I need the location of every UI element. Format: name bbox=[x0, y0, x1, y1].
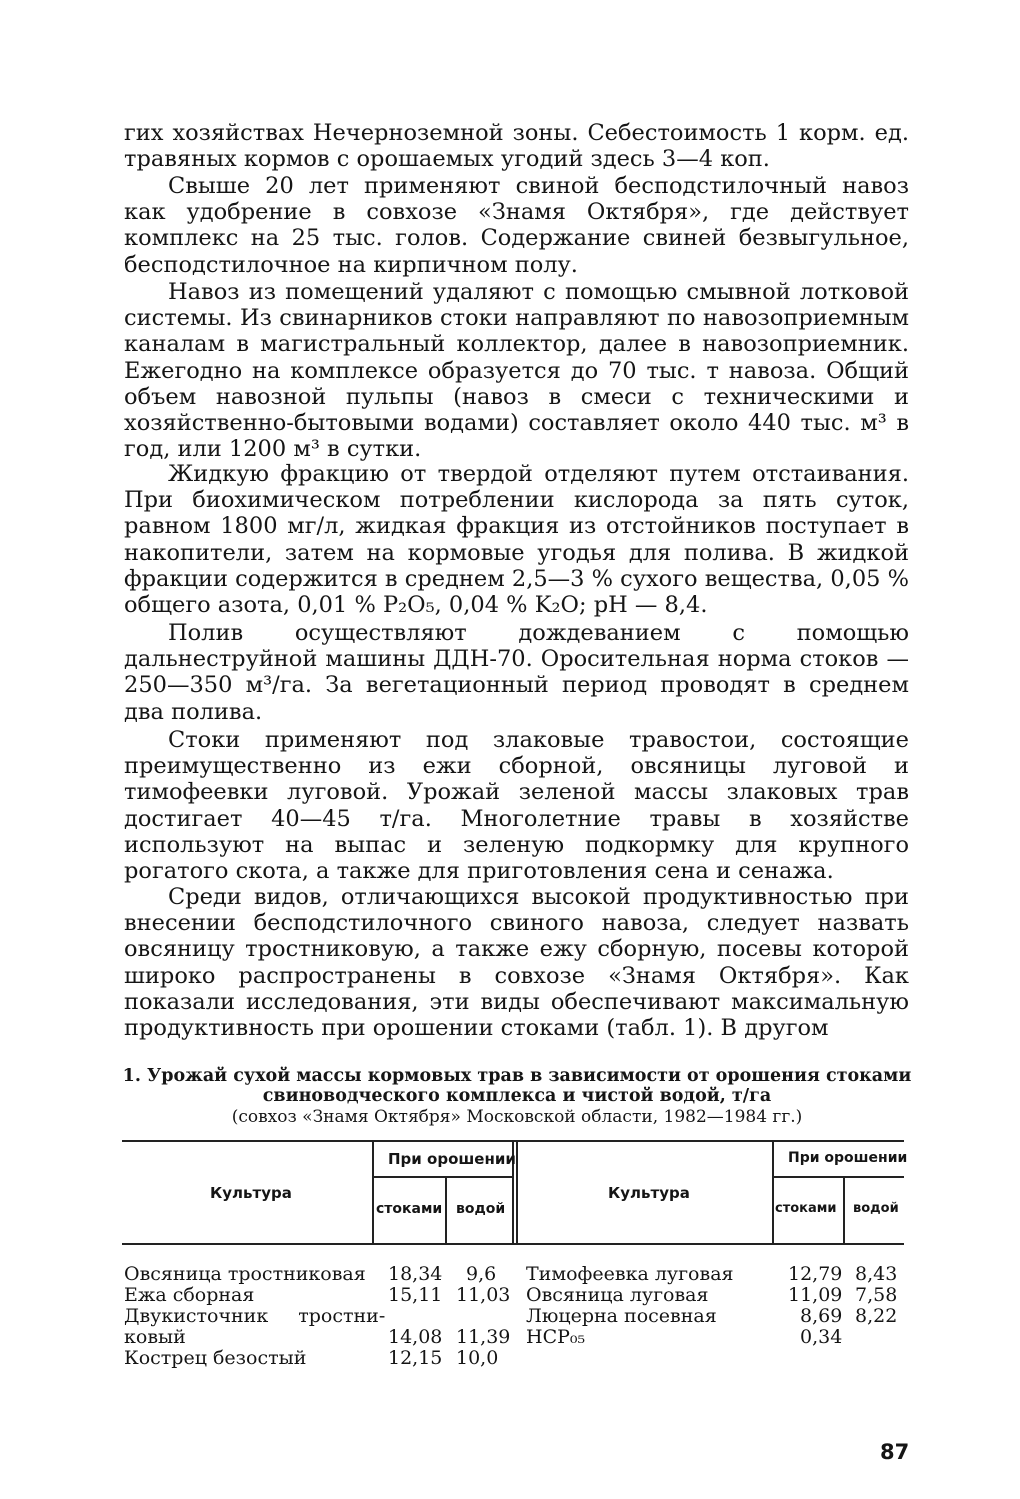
table-subheader-rule bbox=[772, 1176, 904, 1178]
table-cell: 14,08 bbox=[388, 1326, 443, 1348]
table-row-right-name: НСР₀₅ bbox=[526, 1326, 586, 1348]
table-cell: 11,09 bbox=[788, 1284, 843, 1306]
header-stocks-left: стоками bbox=[376, 1201, 443, 1217]
table-subheader-rule bbox=[372, 1176, 514, 1178]
table-cell: 12,79 bbox=[788, 1263, 843, 1285]
header-water-left: водой bbox=[456, 1201, 506, 1217]
header-group-left: При орошении bbox=[388, 1150, 516, 1168]
table-cell: 11,39 bbox=[456, 1326, 511, 1348]
table-cell: 11,03 bbox=[456, 1284, 511, 1306]
table-vrule bbox=[516, 1142, 518, 1243]
header-culture-right: Культура bbox=[608, 1184, 690, 1202]
table-cell: 18,34 bbox=[388, 1263, 443, 1285]
table-cell: 7,58 bbox=[855, 1284, 898, 1306]
paragraph-3: Навоз из помещений удаляют с помощью смывной лотковой системы. Из свинарников стоки направляют по навозоприемным каналам в магистральный коллектор, далее в навозоприемник. Ежегодно на комплексе образуется до 70 тыс. т навоза. Общий объем навозной пульпы (навоз в смеси с техническими и хозяйственно-бытовыми водами) составляет около 440 тыс. м³ в год, или 1200 м³ в сутки. bbox=[124, 279, 909, 463]
paragraph-7: Среди видов, отличающихся высокой продуктивностью при внесении бесподстилочного свиного навоза, следует назвать овсяницу тростниковую, а также ежу сборную, посевы которой широко распространены в совхозе «Знамя Октября». Как показали исследования, эти виды обеспечивают максимальную продуктивность при орошении стоками (табл. 1). В другом bbox=[124, 884, 909, 1042]
table-cell: 12,15 bbox=[388, 1347, 443, 1369]
header-group-right: При орошении bbox=[788, 1150, 908, 1166]
table-cell: 8,69 bbox=[800, 1305, 843, 1327]
table-row-left-name: Двукисточник тростни- bbox=[124, 1305, 386, 1327]
table-cell: 8,43 bbox=[855, 1263, 898, 1285]
table-cell: 8,22 bbox=[855, 1305, 898, 1327]
table-row-left-name: Кострец безостый bbox=[124, 1347, 307, 1369]
table-caption bbox=[122, 1066, 912, 1127]
header-water-right: водой bbox=[853, 1201, 899, 1216]
table-cell: 0,34 bbox=[800, 1326, 843, 1348]
table-row-right-name: Тимофеевка луговая bbox=[526, 1263, 734, 1285]
table-vrule bbox=[843, 1176, 845, 1243]
table-row-left-name: Ежа сборная bbox=[124, 1284, 255, 1306]
paragraph-4: Жидкую фракцию от твердой отделяют путем отстаивания. При биохимическом потреблении кислорода за пять суток, равном 1800 мг/л, жидкая фракция из отстойников поступает в накопители, затем на кормовые угодья для полива. В жидкой фракции содержится в среднем 2,5—3 % сухого вещества, 0,05 % общего азота, 0,01 % P₂O₅, 0,04 % K₂O; pH — 8,4. bbox=[124, 461, 909, 619]
paragraph-5: Полив осуществляют дождеванием с помощью дальнеструйной машины ДДН-70. Оросительная норма стоков — 250—350 м³/га. За вегетационный период проводят в среднем два полива. bbox=[124, 620, 909, 725]
table-cell: 15,11 bbox=[388, 1284, 443, 1306]
table-vrule bbox=[772, 1142, 774, 1243]
table-vrule bbox=[445, 1176, 447, 1243]
table-row-left-name: ковый bbox=[124, 1326, 186, 1348]
page-number: 87 bbox=[880, 1440, 910, 1464]
table-caption-source: (совхоз «Знамя Октября» Московской области, 1982—1984 гг.) bbox=[231, 1107, 803, 1127]
header-culture-left: Культура bbox=[210, 1184, 292, 1202]
table-caption-title: 1. Урожай сухой массы кормовых трав в зависимости от орошения стоками свиноводческого комплекса и чистой водой, т/га bbox=[122, 1066, 912, 1106]
table-row-right-name: Люцерна посевная bbox=[526, 1305, 717, 1327]
paragraph-1: гих хозяйствах Нечерноземной зоны. Себестоимость 1 корм. ед. травяных кормов с орошаемых угодий здесь 3—4 коп. bbox=[124, 120, 909, 173]
table-cell: 9,6 bbox=[466, 1263, 497, 1285]
paragraph-6: Стоки применяют под злаковые травостои, состоящие преимущественно из ежи сборной, овсяницы луговой и тимофеевки луговой. Урожай зеленой массы злаковых трав достигает 40—45 т/га. Многолетние травы в хозяйстве используют на выпас и зеленую подкормку для крупного рогатого скота, а также для приготовления сена и сенажа. bbox=[124, 727, 909, 885]
table-row-right-name: Овсяница луговая bbox=[526, 1284, 709, 1306]
paragraph-2: Свыше 20 лет применяют свиной бесподстилочный навоз как удобрение в совхозе «Знамя Октября», где действует комплекс на 25 тыс. голов. Содержание свиней безвыгульное, бесподстилочное на кирпичном полу. bbox=[124, 173, 909, 278]
table-vrule bbox=[372, 1142, 374, 1243]
header-stocks-right: стоками bbox=[775, 1201, 837, 1216]
table-row-left-name: Овсяница тростниковая bbox=[124, 1263, 366, 1285]
table-header-rule bbox=[122, 1243, 904, 1245]
table-cell: 10,0 bbox=[456, 1347, 499, 1369]
